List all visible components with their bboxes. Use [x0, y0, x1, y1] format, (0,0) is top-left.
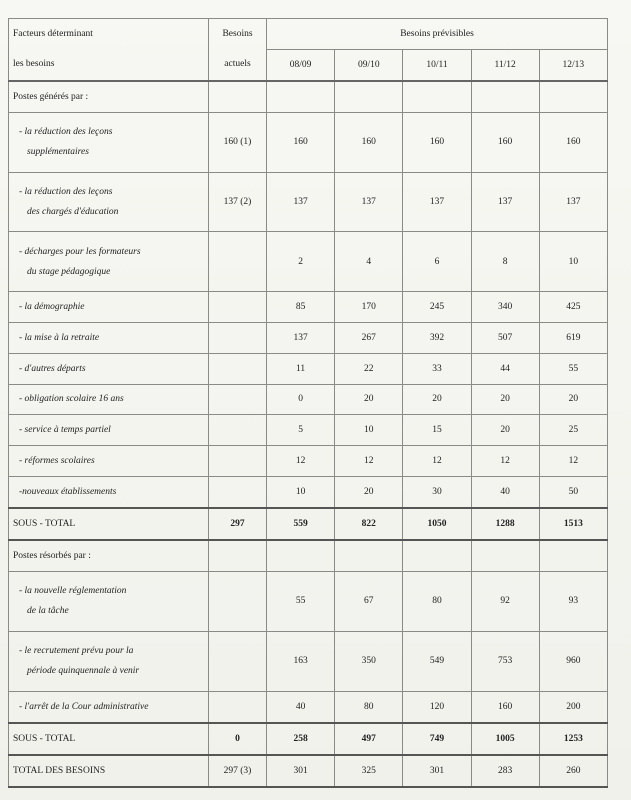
empty-cell — [403, 540, 471, 571]
row-label — [9, 476, 209, 507]
current-cell — [209, 232, 267, 292]
value-cell: 6 — [403, 232, 471, 292]
row-label — [9, 445, 209, 476]
row-label — [9, 172, 209, 232]
value-cell: 20 — [335, 476, 403, 507]
subtotal-label: SOUS - TOTAL — [9, 508, 209, 540]
value-cell: 55 — [267, 571, 335, 631]
empty-cell — [539, 81, 607, 112]
subtotal-row — [9, 508, 608, 540]
value-cell: 12 — [403, 445, 471, 476]
row-label-line1: - obligation scolaire 16 ans — [19, 394, 124, 405]
header-year: 12/13 — [539, 49, 607, 80]
grand-total-row — [9, 755, 608, 787]
section-title: Postes générés par : — [9, 81, 209, 112]
value-cell: 20 — [335, 384, 403, 415]
value-cell: 0 — [267, 384, 335, 415]
current-cell — [209, 631, 267, 691]
row-label-line2: supplémentaires — [27, 147, 89, 158]
current-cell — [209, 691, 267, 722]
row-label-line1: - la mise à la retraite — [19, 332, 100, 343]
header-row-1 — [9, 19, 608, 50]
current-cell: 137 (2) — [209, 172, 267, 232]
value-cell: 12 — [471, 445, 539, 476]
row-label-line1: - d'autres départs — [19, 363, 86, 374]
table-row — [9, 232, 608, 292]
subtotal-value: 559 — [267, 508, 335, 540]
table-row — [9, 415, 608, 446]
value-cell: 137 — [267, 172, 335, 232]
value-cell: 549 — [403, 631, 471, 691]
value-cell: 55 — [539, 353, 607, 384]
header-year: 10/11 — [403, 49, 471, 80]
row-label-line1: -nouveaux établissements — [19, 486, 117, 497]
current-cell — [209, 353, 267, 384]
value-cell: 30 — [403, 476, 471, 507]
header-year: 08/09 — [267, 49, 335, 80]
row-label-line1: - la réduction des leçons — [19, 187, 113, 197]
value-cell: 170 — [335, 292, 403, 323]
value-cell: 245 — [403, 292, 471, 323]
value-cell: 20 — [471, 384, 539, 415]
table-row — [9, 476, 608, 507]
section-title-row — [9, 81, 608, 112]
subtotal-value: 1050 — [403, 508, 471, 540]
value-cell: 40 — [267, 691, 335, 722]
row-label-line1: - service à temps partiel — [19, 425, 111, 436]
row-label-line1: - la nouvelle réglementation — [19, 586, 127, 597]
row-label-line1: - le recrutement prévu pour la — [19, 646, 134, 657]
total-label: TOTAL DES BESOINS — [9, 755, 209, 787]
subtotal-value: 822 — [335, 508, 403, 540]
total-value: 301 — [403, 755, 471, 787]
empty-cell — [335, 81, 403, 112]
value-cell: 8 — [471, 232, 539, 292]
value-cell: 25 — [539, 415, 607, 446]
value-cell: 160 — [471, 691, 539, 722]
value-cell: 137 — [335, 172, 403, 232]
empty-cell — [471, 81, 539, 112]
row-label-line1: - la démographie — [19, 302, 85, 313]
value-cell: 33 — [403, 353, 471, 384]
value-cell: 5 — [267, 415, 335, 446]
subtotal-value: 258 — [267, 723, 335, 755]
value-cell: 267 — [335, 323, 403, 354]
value-cell: 44 — [471, 353, 539, 384]
value-cell: 22 — [335, 353, 403, 384]
empty-cell — [209, 540, 267, 571]
value-cell: 85 — [267, 292, 335, 323]
value-cell: 137 — [471, 172, 539, 232]
row-label-line1: - la réduction des leçons — [19, 127, 113, 138]
current-cell — [209, 384, 267, 415]
row-label — [9, 384, 209, 415]
value-cell: 12 — [335, 445, 403, 476]
row-label-line1: - l'arrêt de la Cour administrative — [19, 701, 149, 712]
value-cell: 163 — [267, 631, 335, 691]
value-cell: 137 — [267, 323, 335, 354]
value-cell: 392 — [403, 323, 471, 354]
needs-table-body — [9, 19, 608, 788]
value-cell: 15 — [403, 415, 471, 446]
row-label-line2: période quinquennale à venir — [27, 666, 140, 677]
value-cell: 50 — [539, 476, 607, 507]
table-row — [9, 292, 608, 323]
value-cell: 20 — [403, 384, 471, 415]
row-label — [9, 353, 209, 384]
value-cell: 12 — [267, 445, 335, 476]
total-value: 325 — [335, 755, 403, 787]
row-label-line1: - décharges pour les formateurs — [19, 246, 141, 257]
subtotal-value: 1253 — [539, 723, 607, 755]
value-cell: 10 — [335, 415, 403, 446]
empty-cell — [335, 540, 403, 571]
table-row — [9, 323, 608, 354]
value-cell: 80 — [335, 691, 403, 722]
needs-table — [8, 18, 608, 788]
table-row — [9, 384, 608, 415]
row-label — [9, 415, 209, 446]
header-current-line2: actuels — [209, 49, 267, 80]
empty-cell — [471, 540, 539, 571]
value-cell: 20 — [539, 384, 607, 415]
value-cell: 80 — [403, 571, 471, 631]
value-cell: 160 — [335, 112, 403, 172]
row-label — [9, 232, 209, 292]
value-cell: 40 — [471, 476, 539, 507]
table-row — [9, 353, 608, 384]
current-cell — [209, 323, 267, 354]
total-value: 260 — [539, 755, 607, 787]
subtotal-value: 749 — [403, 723, 471, 755]
current-cell — [209, 292, 267, 323]
row-label-line1: - réformes scolaires — [19, 455, 95, 466]
current-cell — [209, 571, 267, 631]
header-year: 09/10 — [335, 49, 403, 80]
value-cell: 619 — [539, 323, 607, 354]
value-cell: 12 — [539, 445, 607, 476]
empty-cell — [403, 81, 471, 112]
value-cell: 425 — [539, 292, 607, 323]
value-cell: 11 — [267, 353, 335, 384]
empty-cell — [267, 540, 335, 571]
current-cell — [209, 476, 267, 507]
total-current: 297 (3) — [209, 755, 267, 787]
header-current-line1: Besoins — [209, 19, 267, 50]
row-label — [9, 691, 209, 722]
row-label — [9, 292, 209, 323]
header-factors-line1: Facteurs déterminant — [9, 19, 209, 50]
empty-cell — [209, 81, 267, 112]
value-cell: 160 — [403, 112, 471, 172]
subtotal-value: 497 — [335, 723, 403, 755]
current-cell — [209, 445, 267, 476]
table-row — [9, 691, 608, 722]
header-row-2 — [9, 49, 608, 80]
value-cell: 160 — [267, 112, 335, 172]
value-cell: 160 — [539, 112, 607, 172]
value-cell: 20 — [471, 415, 539, 446]
header-year: 11/12 — [471, 49, 539, 80]
table-row — [9, 445, 608, 476]
row-label — [9, 112, 209, 172]
value-cell: 137 — [403, 172, 471, 232]
value-cell: 960 — [539, 631, 607, 691]
section-title-row — [9, 540, 608, 571]
subtotal-value: 1005 — [471, 723, 539, 755]
table-row — [9, 112, 608, 172]
subtotal-current: 297 — [209, 508, 267, 540]
current-cell: 160 (1) — [209, 112, 267, 172]
row-label — [9, 631, 209, 691]
value-cell: 507 — [471, 323, 539, 354]
value-cell: 2 — [267, 232, 335, 292]
table-row — [9, 631, 608, 691]
value-cell: 4 — [335, 232, 403, 292]
row-label — [9, 323, 209, 354]
value-cell: 93 — [539, 571, 607, 631]
row-label — [9, 571, 209, 631]
value-cell: 120 — [403, 691, 471, 722]
value-cell: 200 — [539, 691, 607, 722]
value-cell: 137 — [539, 172, 607, 232]
value-cell: 753 — [471, 631, 539, 691]
subtotal-value: 1513 — [539, 508, 607, 540]
row-label-line2: de la tâche — [27, 606, 69, 617]
table-row — [9, 172, 608, 232]
total-value: 301 — [267, 755, 335, 787]
header-factors-line2: les besoins — [9, 49, 209, 80]
value-cell: 10 — [267, 476, 335, 507]
value-cell: 350 — [335, 631, 403, 691]
header-forecast: Besoins prévisibles — [267, 19, 608, 50]
value-cell: 67 — [335, 571, 403, 631]
subtotal-current: 0 — [209, 723, 267, 755]
subtotal-row — [9, 723, 608, 755]
empty-cell — [539, 540, 607, 571]
value-cell: 160 — [471, 112, 539, 172]
subtotal-value: 1288 — [471, 508, 539, 540]
section-title: Postes résorbés par : — [9, 540, 209, 571]
value-cell: 340 — [471, 292, 539, 323]
value-cell: 10 — [539, 232, 607, 292]
current-cell — [209, 415, 267, 446]
row-label-line2: du stage pédagogique — [27, 266, 111, 277]
value-cell: 92 — [471, 571, 539, 631]
subtotal-label: SOUS - TOTAL — [9, 723, 209, 755]
table-row — [9, 571, 608, 631]
row-label-line2: des chargés d'éducation — [27, 207, 119, 217]
total-value: 283 — [471, 755, 539, 787]
empty-cell — [267, 81, 335, 112]
